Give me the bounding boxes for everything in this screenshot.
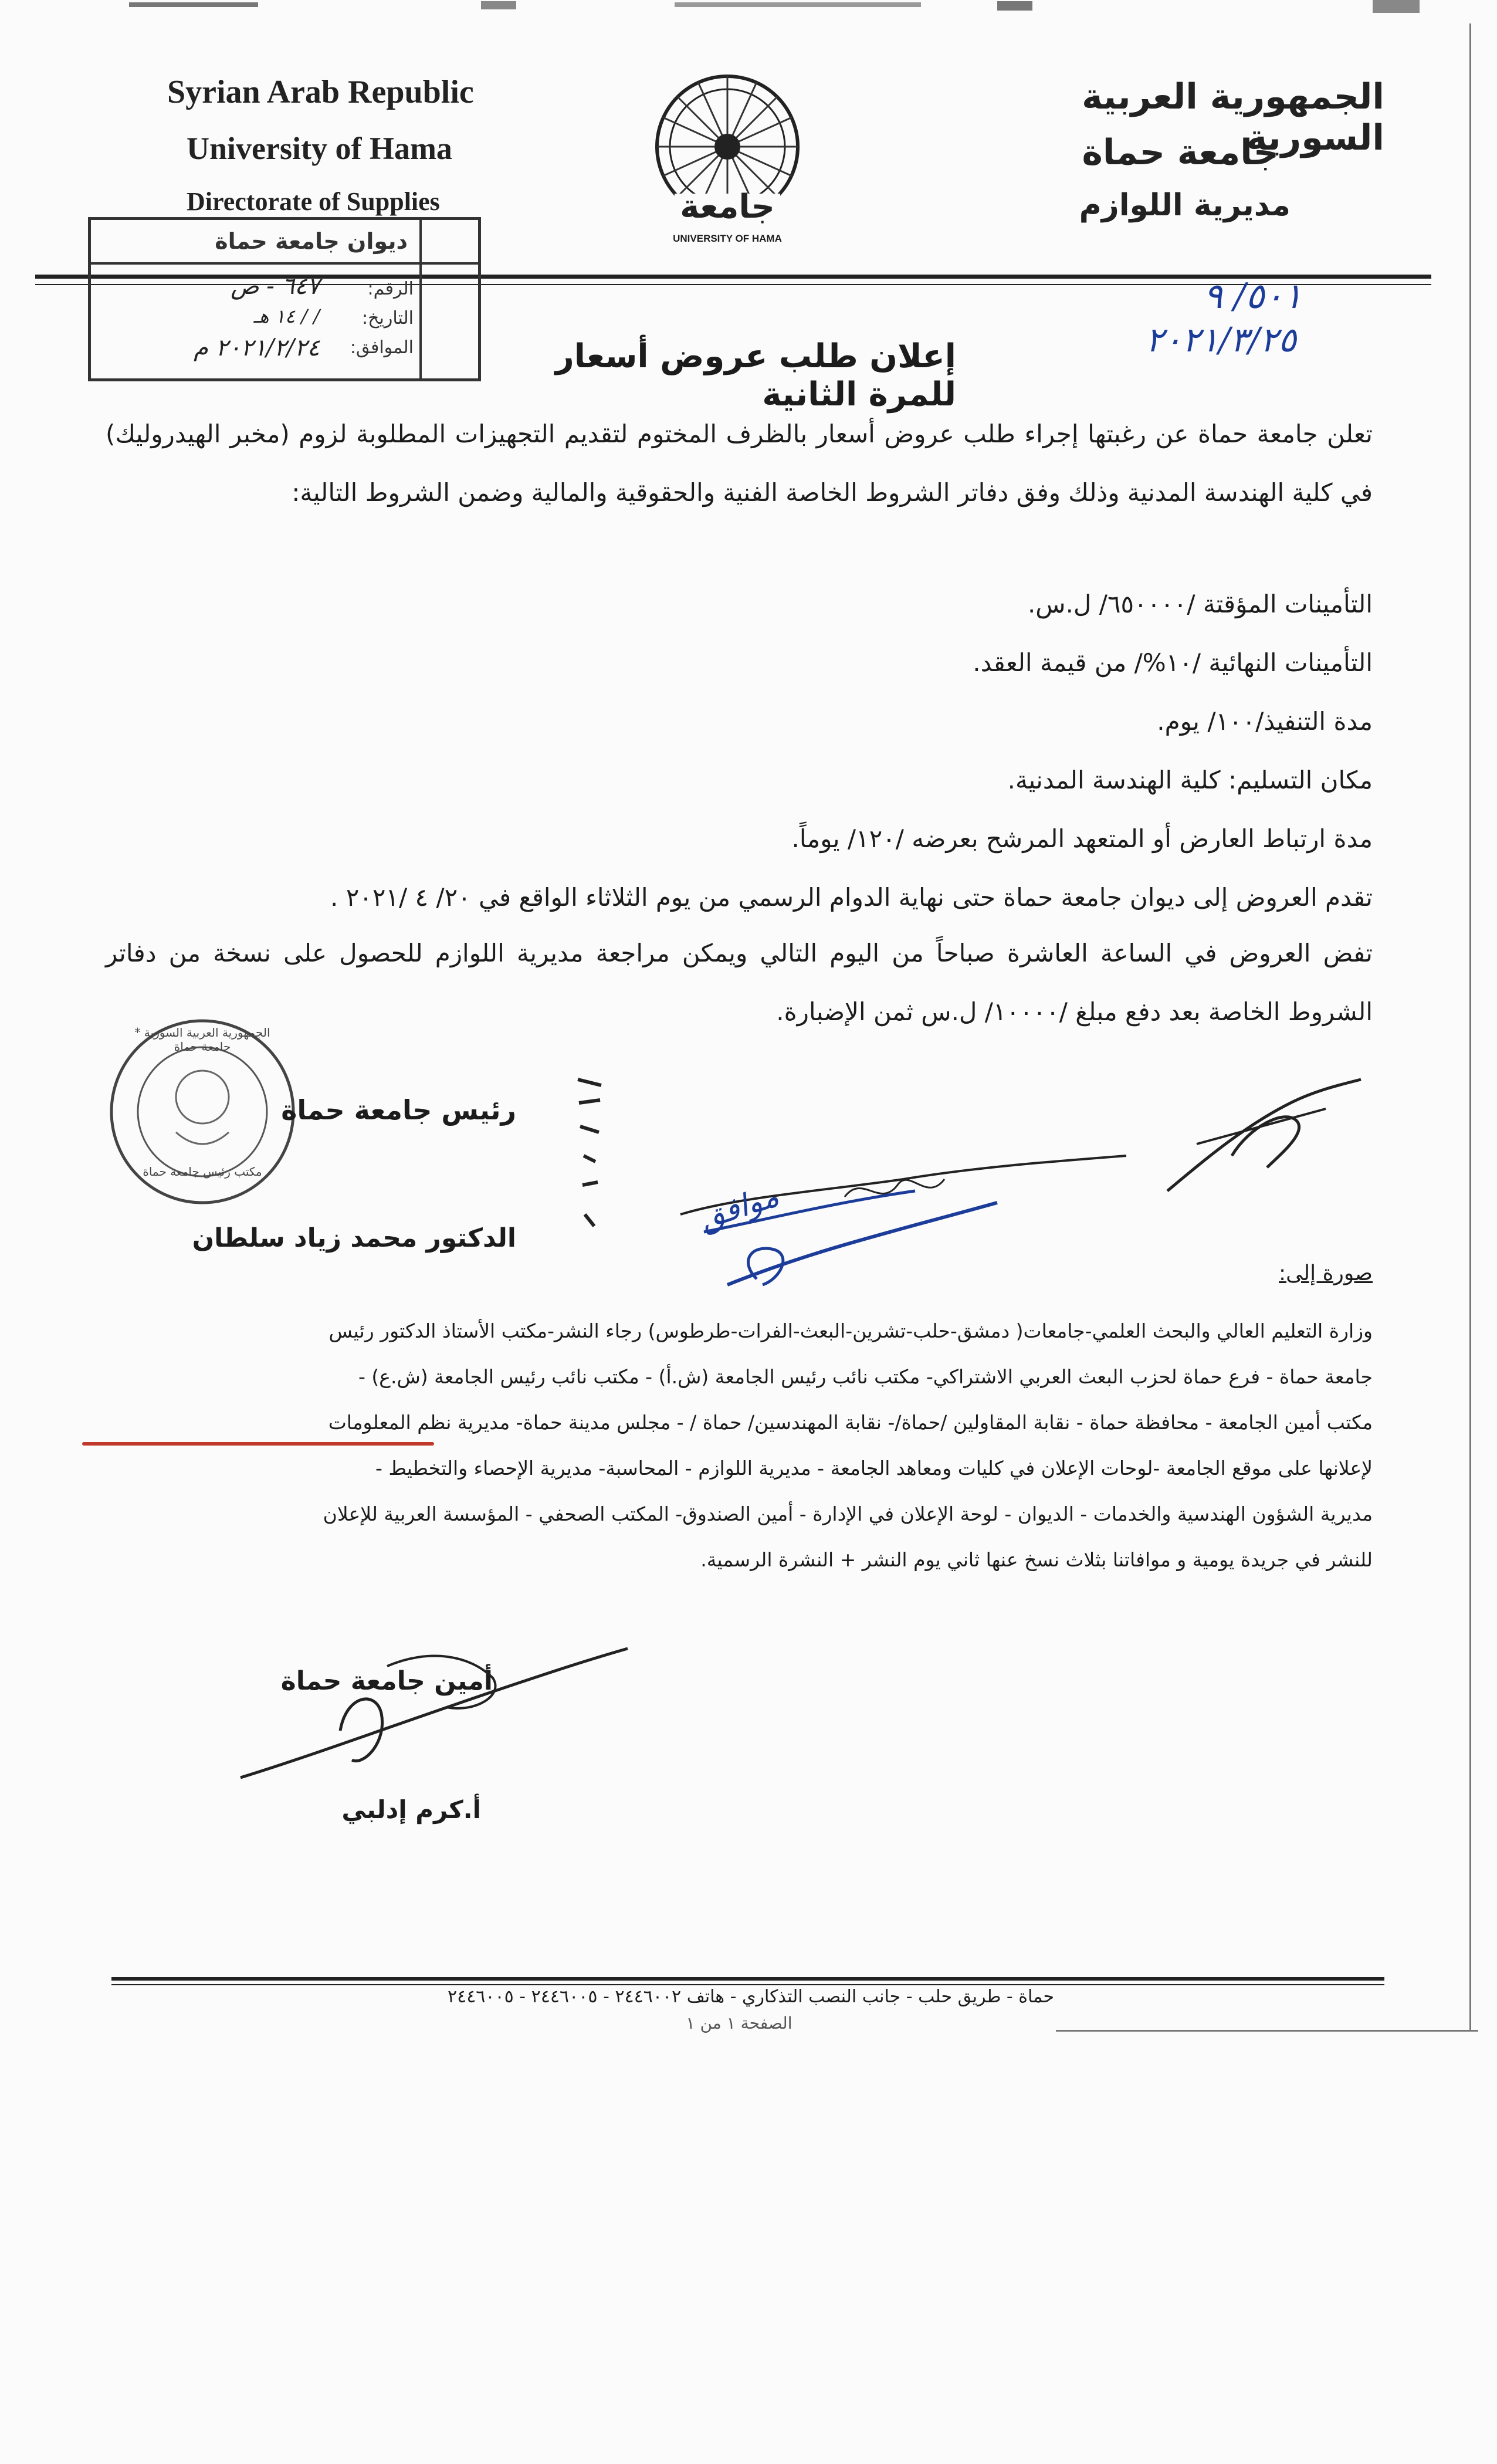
university-logo	[639, 67, 815, 255]
handwritten-ref-date: ٢٠٢١/٣/٢٥	[1145, 320, 1296, 360]
header-ar-university: جامعة حماة	[1082, 132, 1279, 173]
cc-line-6: للنشر في جريدة يومية و موافاتنا بثلاث نسخ عنها ثاني يوم النشر + النشرة الرسمية.	[700, 1548, 1373, 1571]
delivery-place: مكان التسليم: كلية الهندسة المدنية.	[1007, 766, 1373, 794]
header-en-university: University of Hama	[187, 131, 452, 166]
execution-period: مدة التنفيذ/١٠٠/ يوم.	[1157, 707, 1373, 736]
approval-signature	[1150, 1074, 1373, 1214]
approval-handwritten-note: موافق	[695, 1178, 783, 1237]
secretary-title: أمين جامعة حماة	[280, 1666, 493, 1696]
stamp-number-value: ٦٤٧ - ص	[231, 273, 320, 300]
cc-line-4: لإعلانها على موقع الجامعة -لوحات الإعلان في كليات ومعاهد الجامعة - مديرية اللوازم - المحاسبة- مديرية الإحصاء والتخطيط -	[375, 1457, 1373, 1480]
opening-paragraph: تفض العروض في الساعة العاشرة صباحاً من اليوم التالي ويمكن مراجعة مديرية اللوازم للحصول على نسخة من دفاتر الشروط الخاصة بعد دفع مبلغ /١٠٠٠٠/ ل.س ثمن الإضبارة.	[106, 939, 1373, 1026]
footer-rule-thin	[111, 1984, 1384, 1985]
registry-stamp	[88, 217, 481, 381]
binding-period: مدة ارتباط العارض أو المتعهد المرشح بعرضه /١٢٠/ يوماً.	[791, 824, 1373, 853]
signatory-name: الدكتور محمد زياد سلطان	[192, 1223, 516, 1253]
intro-paragraph: تعلن جامعة حماة عن رغبتها إجراء طلب عروض أسعار بالظرف المختوم لتقديم التجهيزات المطلوبة لزوم (مخبر الهيدروليك) في كلية الهندسة المدنية وذلك وفق دفاتر الشروط الخاصة الفنية والحقوقية والمالية وضمن الشروط التالية:	[106, 419, 1373, 507]
logo-caption: UNIVERSITY OF HAMA	[673, 233, 782, 244]
final-insurance: التأمينات النهائية /١٠%/ من قيمة العقد.	[973, 648, 1373, 677]
submission-deadline: تقدم العروض إلى ديوان جامعة حماة حتى نهاية الدوام الرسمي من يوم الثلاثاء الواقع في ٢٠/ ٤ /٢٠٢١ .	[330, 883, 1373, 912]
cc-line-3: مكتب أمين الجامعة - محافظة حماة - نقابة المقاولين /حماة/- نقابة المهندسين/ حماة / - مجلس مدينة حماة- مديرية نظم المعلومات	[328, 1411, 1373, 1434]
cc-label: صورة إلى:	[1279, 1261, 1373, 1285]
stamp-office: ديوان جامعة حماة	[215, 228, 408, 254]
scan-edge-right	[1469, 23, 1471, 2030]
header-ar-directorate: مديرية اللوازم	[1079, 188, 1291, 223]
cc-line-5: مديرية الشؤون الهندسية والخدمات - الديوان - لوحة الإعلان في الإدارة - أمين الصندوق- المكتب الصحفي - المؤسسة العربية للإعلان	[323, 1502, 1373, 1525]
header-ar-country: الجمهورية العربية السورية	[1082, 76, 1384, 158]
logo-wordmark: جامعة	[680, 188, 775, 226]
scan-edge-bottom	[1056, 2030, 1478, 2032]
page-title: إعلان طلب عروض أسعار للمرة الثانية	[555, 337, 956, 414]
stamp-date-greg-label: الموافق:	[350, 337, 414, 358]
vertical-date-mark	[572, 1068, 607, 1244]
footer-rule-thick	[111, 1977, 1384, 1981]
temp-insurance: التأمينات المؤقتة /٦٥٠٠٠٠/ ل.س.	[1027, 590, 1373, 618]
stamp-number-label: الرقم:	[367, 279, 414, 299]
header-en-country: Syrian Arab Republic	[167, 74, 474, 110]
seal-inner-text: مكتب رئيس جامعة حماة	[143, 1165, 262, 1179]
cc-line-1: وزارة التعليم العالي والبحث العلمي-جامعات( دمشق-حلب-تشرين-البعث-الفرات-طرطوس) رجاء النشر-مكتب الأستاذ الدكتور رئيس	[328, 1319, 1373, 1342]
secretary-name: أ.كرم إدلبي	[341, 1795, 481, 1824]
cc-line-2: جامعة حماة - فرع حماة لحزب البعث العربي الاشتراكي- مكتب نائب رئيس الجامعة (ش.أ) - مكتب نائب رئيس الجامعة (ش.ع) -	[358, 1365, 1373, 1388]
seal-ring-text: الجمهورية العربية السورية * جامعة حماة	[134, 1025, 270, 1054]
stamp-date-greg-value: ٢٠٢١/٢/٢٤ م	[194, 334, 320, 361]
stamp-date-hijri-label: التاريخ:	[362, 308, 414, 329]
signatory-title: رئيس جامعة حماة	[281, 1094, 516, 1126]
secretary-signature	[223, 1625, 645, 1813]
stamp-date-hijri-value: / / ١٤ هـ	[253, 305, 320, 327]
footer-page-number: الصفحة ١ من ١	[686, 2013, 792, 2033]
scan-edge-marks	[0, 0, 1497, 13]
header-en-directorate: Directorate of Supplies	[187, 187, 440, 216]
handwritten-ref-number: ٥٠١/ ٩	[1203, 276, 1302, 317]
footer-address: حماة - طريق حلب - جانب النصب التذكاري - هاتف ٢٤٤٦٠٠٢ - ٢٤٤٦٠٠٥ - ٢٤٤٦٠٠٥	[447, 1986, 1055, 2007]
